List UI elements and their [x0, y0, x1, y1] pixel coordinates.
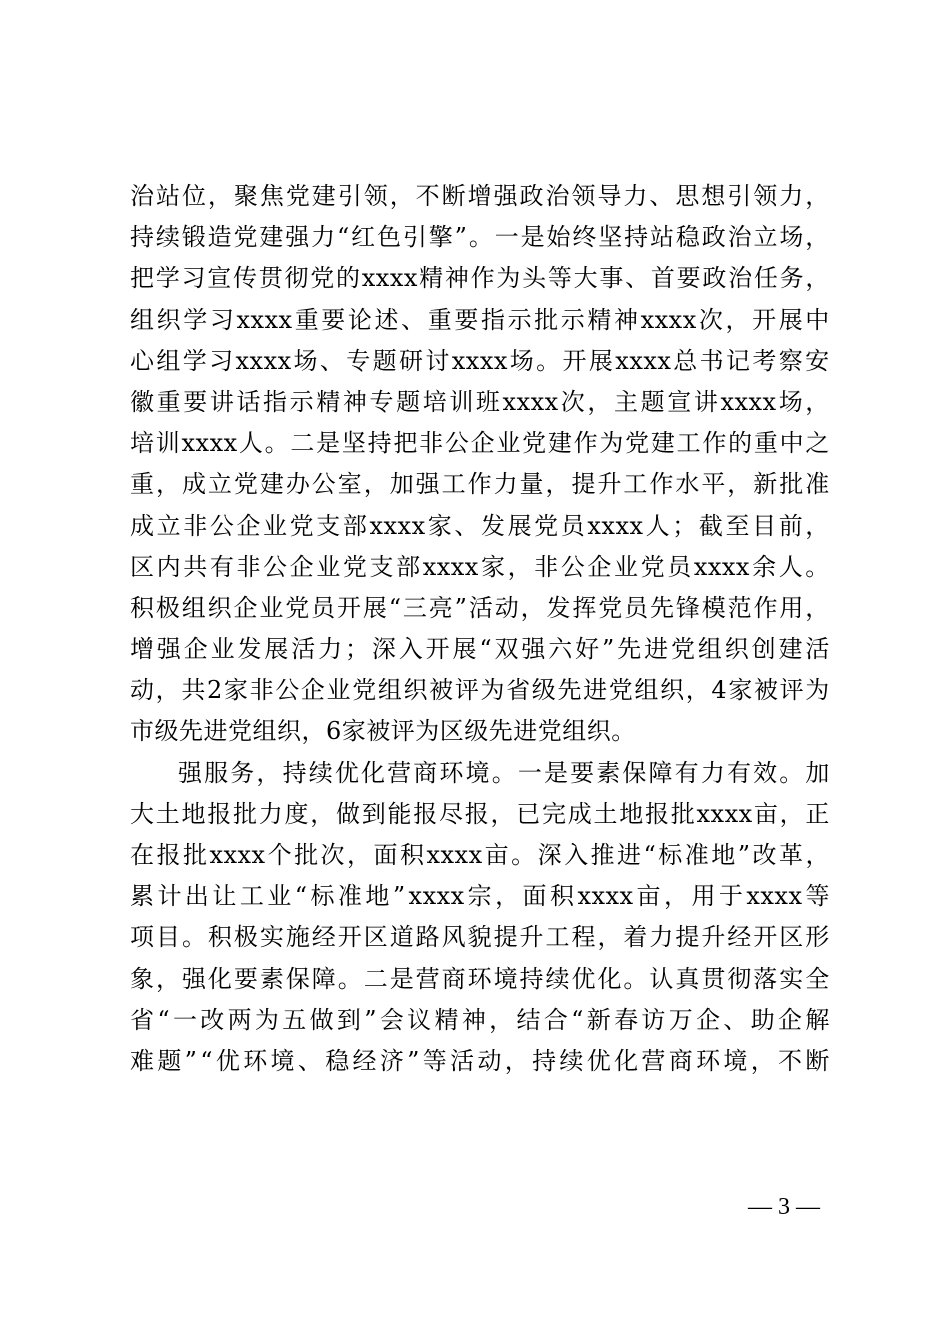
text-line: 累 计 出 让 工 业 “ 标 准 地 ” xxxx 宗 ， 面 积 xxxx 亩 ， 用 于 xxxx 等 — [130, 882, 830, 911]
text-line: 成 立 非 公 企 业 党 支 部 xxxx 家 、 发 展 党 员 xxxx 人 ； 截 至 目 前 ， — [130, 511, 830, 540]
page-number: — 3 — — [748, 1194, 820, 1220]
text-line: 积 极 组 织 企 业 党 员 开 展 “ 三 亮 ” 活 动 ， 发 挥 党 员 先 锋 模 范 作 用 ， — [130, 593, 830, 622]
text-line: 组 织 学 习 xxxx 重 要 论 述 、 重 要 指 示 批 示 精 神 xxxx 次 ， 开 展 中 — [130, 305, 830, 334]
text-line: 在 报 批 xxxx 个 批 次 ， 面 积 xxxx 亩 。 深 入 推 进 “ 标 准 地 ” 改 革 ， — [130, 841, 830, 869]
text-line: 强 服 务 ， 持 续 优 化 营 商 环 境 。 一 是 要 素 保 障 有 力 有 效 。 加 — [178, 758, 830, 787]
text-line: 培 训 xxxx 人 。 二 是 坚 持 把 非 公 企 业 党 建 作 为 党 建 工 作 的 重 中 之 — [130, 429, 830, 458]
body-text — [130, 176, 830, 1082]
text-line: 项 目 。 积 极 实 施 经 开 区 道 路 风 貌 提 升 工 程 ， 着 力 提 升 经 开 区 形 — [130, 923, 830, 952]
text-line: 大 土 地 报 批 力 度 ， 做 到 能 报 尽 报 ， 已 完 成 土 地 报 批 xxxx 亩 ， 正 — [130, 799, 830, 828]
text-line: 治 站 位 ， 聚 焦 党 建 引 领 ， 不 断 增 强 政 治 领 导 力 、 思 想 引 领 力 ， — [130, 182, 830, 210]
text-line: 心 组 学 习 xxxx 场 、 专 题 研 讨 xxxx 场 。 开 展 xxxx 总 书 记 考 察 安 — [130, 346, 830, 375]
text-line: 增 强 企 业 发 展 活 力 ； 深 入 开 展 “ 双 强 六 好 ” 先 进 党 组 织 创 建 活 — [130, 635, 830, 664]
text-line: 象 ， 强 化 要 素 保 障 。 二 是 营 商 环 境 持 续 优 化 。 认 真 贯 彻 落 实 全 — [130, 964, 830, 993]
text-line: 动 ， 共 2 家 非 公 企 业 党 组 织 被 评 为 省 级 先 进 党 组 织 ， 4 家 被 评 为 — [130, 676, 830, 705]
text-line: 市级先进党组织，6家被评为区级先进党组织。 — [130, 717, 636, 746]
text-line: 区 内 共 有 非 公 企 业 党 支 部 xxxx 家 ， 非 公 企 业 党 员 xxxx 余 人 。 — [130, 552, 830, 581]
text-line: 徽 重 要 讲 话 指 示 精 神 专 题 培 训 班 xxxx 次 ， 主 题 宣 讲 xxxx 场 ， — [130, 387, 830, 416]
text-line: 省 “ 一 改 两 为 五 做 到 ” 会 议 精 神 ， 结 合 “ 新 春 访 万 企 、 助 企 解 — [130, 1005, 830, 1034]
text-line: 重 ， 成 立 党 建 办 公 室 ， 加 强 工 作 力 量 ， 提 升 工 作 水 平 ， 新 批 准 — [130, 470, 830, 499]
text-line: 难 题 ” “ 优 环 境 、 稳 经 济 ” 等 活 动 ， 持 续 优 化 营 商 环 境 ， 不 断 — [130, 1046, 830, 1075]
text-line: 把 学 习 宣 传 贯 彻 党 的 xxxx 精 神 作 为 头 等 大 事 、 首 要 政 治 任 务 ， — [130, 264, 830, 293]
text-line: 持 续 锻 造 党 建 强 力 “ 红 色 引 擎 ” 。 一 是 始 终 坚 持 站 稳 政 治 立 场 ， — [130, 223, 830, 252]
